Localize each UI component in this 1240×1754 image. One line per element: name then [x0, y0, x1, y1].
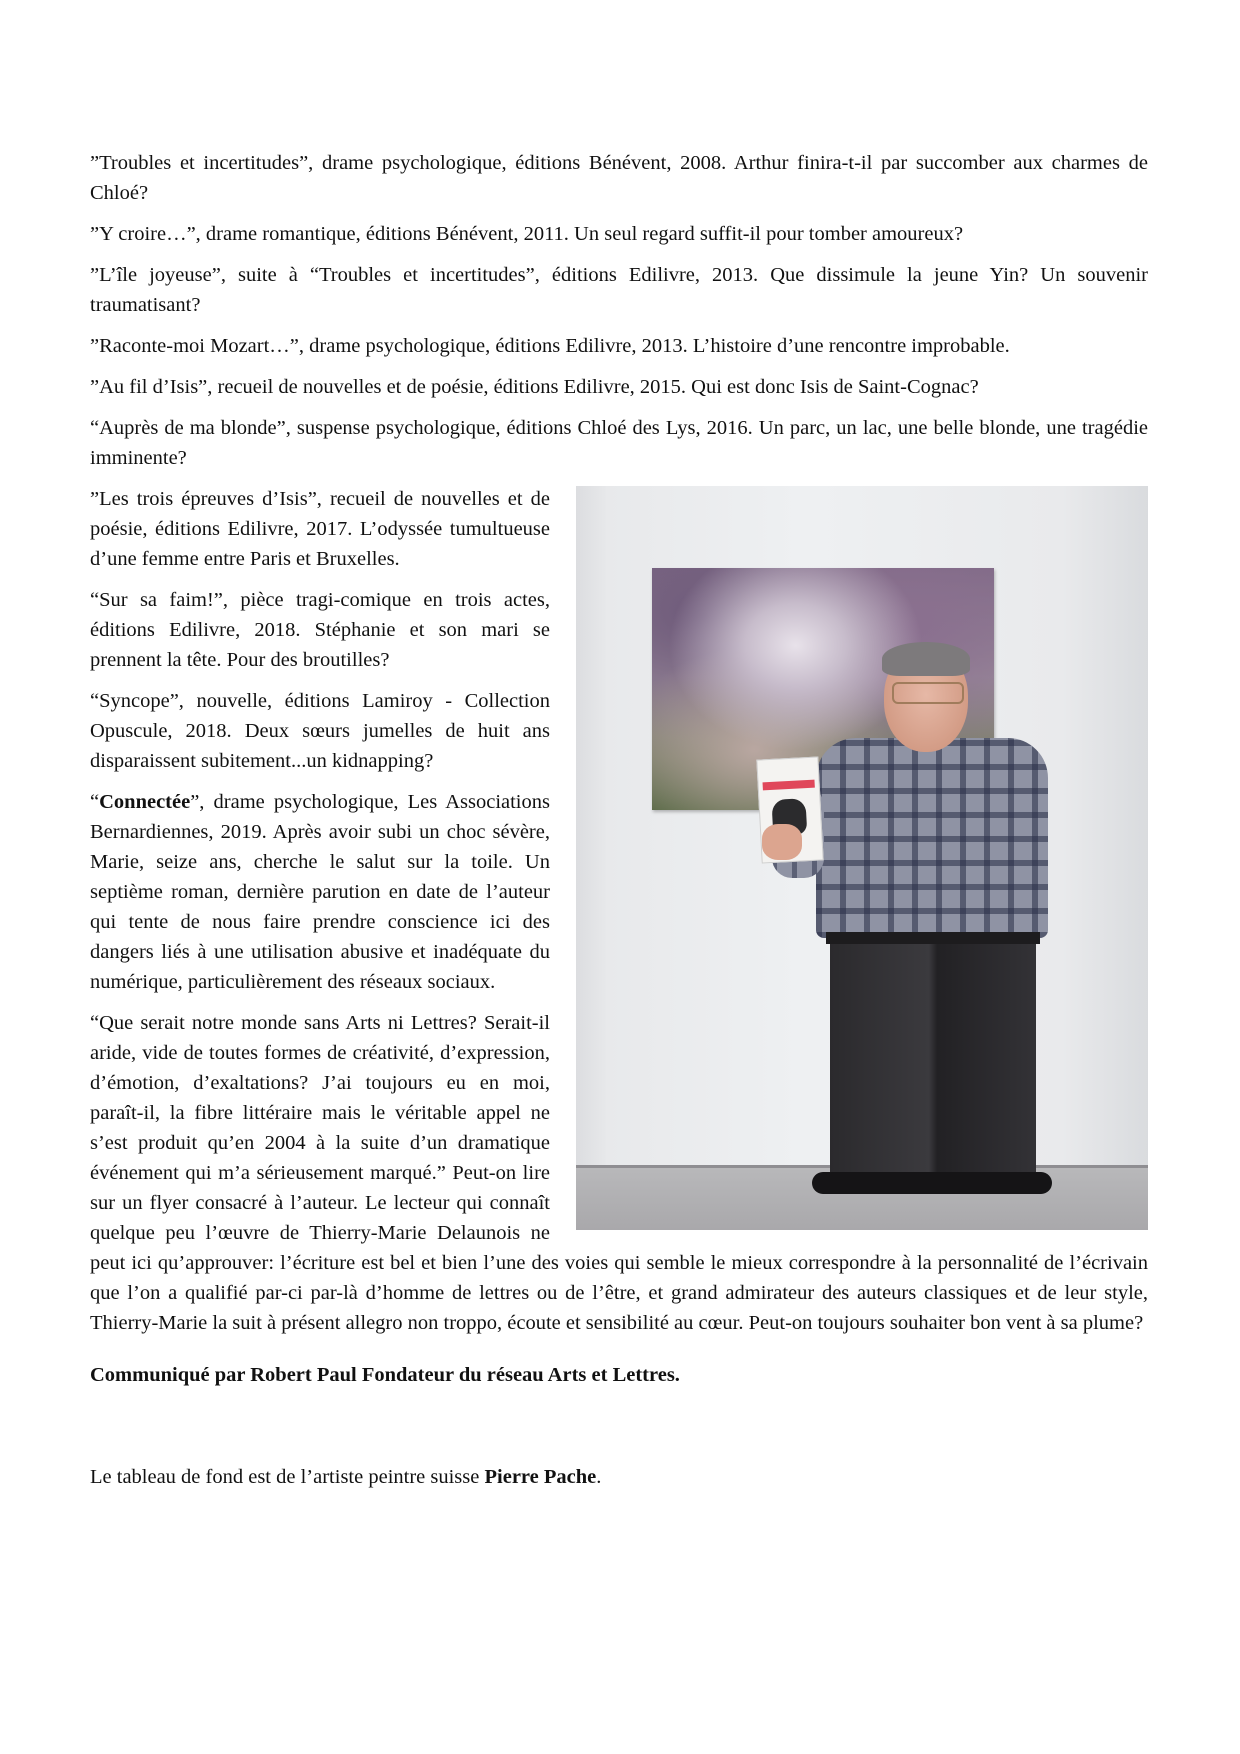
credit-prefix: Le tableau de fond est de l’artiste peintre suisse: [90, 1466, 485, 1488]
credit-suffix: .: [596, 1466, 602, 1488]
book-entry-raconte-moi-mozart: ”Raconte-moi Mozart…”, drame psychologique, éditions Edilivre, 2013. L’histoire d’une rencontre improbable.: [90, 335, 1010, 357]
artist-name: Pierre Pache: [484, 1466, 597, 1488]
book-entry-troubles: ”Troubles et incertitudes”, drame psychologique, éditions Bénévent, 2008. Arthur finira-t-il par succomber aux charmes de Chloé?: [90, 152, 1148, 204]
open-quote: “: [90, 791, 100, 813]
author-photo: [576, 486, 1148, 1230]
book-cover-title-band: [763, 780, 815, 791]
author-trousers: [830, 942, 1036, 1174]
author-quote-paragraph: “Que serait notre monde sans Arts ni Lettres? Serait-il aride, vide de toutes formes de créativité, d’expression, d’émotion, d’exaltations? J’ai toujours eu en moi, paraît-il, la fibre littéraire mais le véritable appel ne s’est produit qu’en 2004 à la suite d’un dramatique événement qui m’a sérieusement marqué.” Peut-on lire sur un flyer consacré à l’auteur. Le lecteur qui connaît quelque peu l’œuvre de Thierry-Marie Delaunois ne peut ici qu’approuver: l’écriture est bel et bien l’une des voies qui semble le mieux correspondre à la personnalité de l’écrivain que l’on a qualifié par-ci par-là d’homme de lettres ou de l’être, et grand admirateur des auteurs classiques et de leur style, Thierry-Marie la suit à présent allegro non troppo, écoute et sensibilité au cœur. Peut-on toujours souhaiter bon vent à sa plume?: [90, 1012, 1148, 1334]
book-entry-syncope: “Syncope”, nouvelle, éditions Lamiroy - Collection Opuscule, 2018. Deux sœurs jumelles de huit ans disparaissent subitement...un kidnapping?: [90, 690, 550, 772]
book-entry-au-fil-disis: ”Au fil d’Isis”, recueil de nouvelles et de poésie, éditions Edilivre, 2015. Qui est donc Isis de Saint-Cognac?: [90, 376, 979, 398]
article-body: [90, 148, 1148, 1503]
communique-signature: Communiqué par Robert Paul Fondateur du réseau Arts et Lettres.: [90, 1364, 680, 1386]
author-plaid-shirt: [816, 738, 1048, 938]
author-hair: [882, 642, 970, 676]
gallery-wall: [576, 486, 606, 1168]
painting-credit: [90, 1462, 1148, 1492]
author-belt: [826, 932, 1040, 944]
book-entry-trois-epreuves: ”Les trois épreuves d’Isis”, recueil de nouvelles et de poésie, éditions Edilivre, 2017. L’odyssée tumultueuse d’une femme entre Paris et Bruxelles.: [90, 488, 550, 570]
book-entry-y-croire: ”Y croire…”, drame romantique, éditions Bénévent, 2011. Un seul regard suffit-il pour tomber amoureux?: [90, 223, 964, 245]
book-title-connectee: Connectée: [99, 791, 191, 813]
book-entry-ile-joyeuse: ”L’île joyeuse”, suite à “Troubles et incertitudes”, éditions Edilivre, 2013. Que dissimule la jeune Yin? Un souvenir traumatisant?: [90, 264, 1148, 316]
author-glasses: [892, 682, 964, 704]
book-entry-aupres-de-ma-blonde: “Auprès de ma blonde”, suspense psychologique, éditions Chloé des Lys, 2016. Un parc, un lac, une belle blonde, une tragédie imminente?: [90, 417, 1148, 469]
author-shoes: [812, 1172, 1052, 1194]
connectee-description: ”, drame psychologique, Les Associations Bernardiennes, 2019. Après avoir subi un choc sévère, Marie, seize ans, cherche le salut sur la toile. Un septième roman, dernière parution en date de l’auteur qui tente de nous faire prendre conscience ici des dangers liés à une utilisation abusive et inadéquate du numérique, particulièrement des réseaux sociaux.: [90, 791, 550, 993]
book-entry-sur-sa-faim: “Sur sa faim!”, pièce tragi-comique en trois actes, éditions Edilivre, 2018. Stéphanie et son mari se prennent la tête. Pour des broutilles?: [90, 589, 550, 671]
author-hand: [762, 824, 802, 860]
